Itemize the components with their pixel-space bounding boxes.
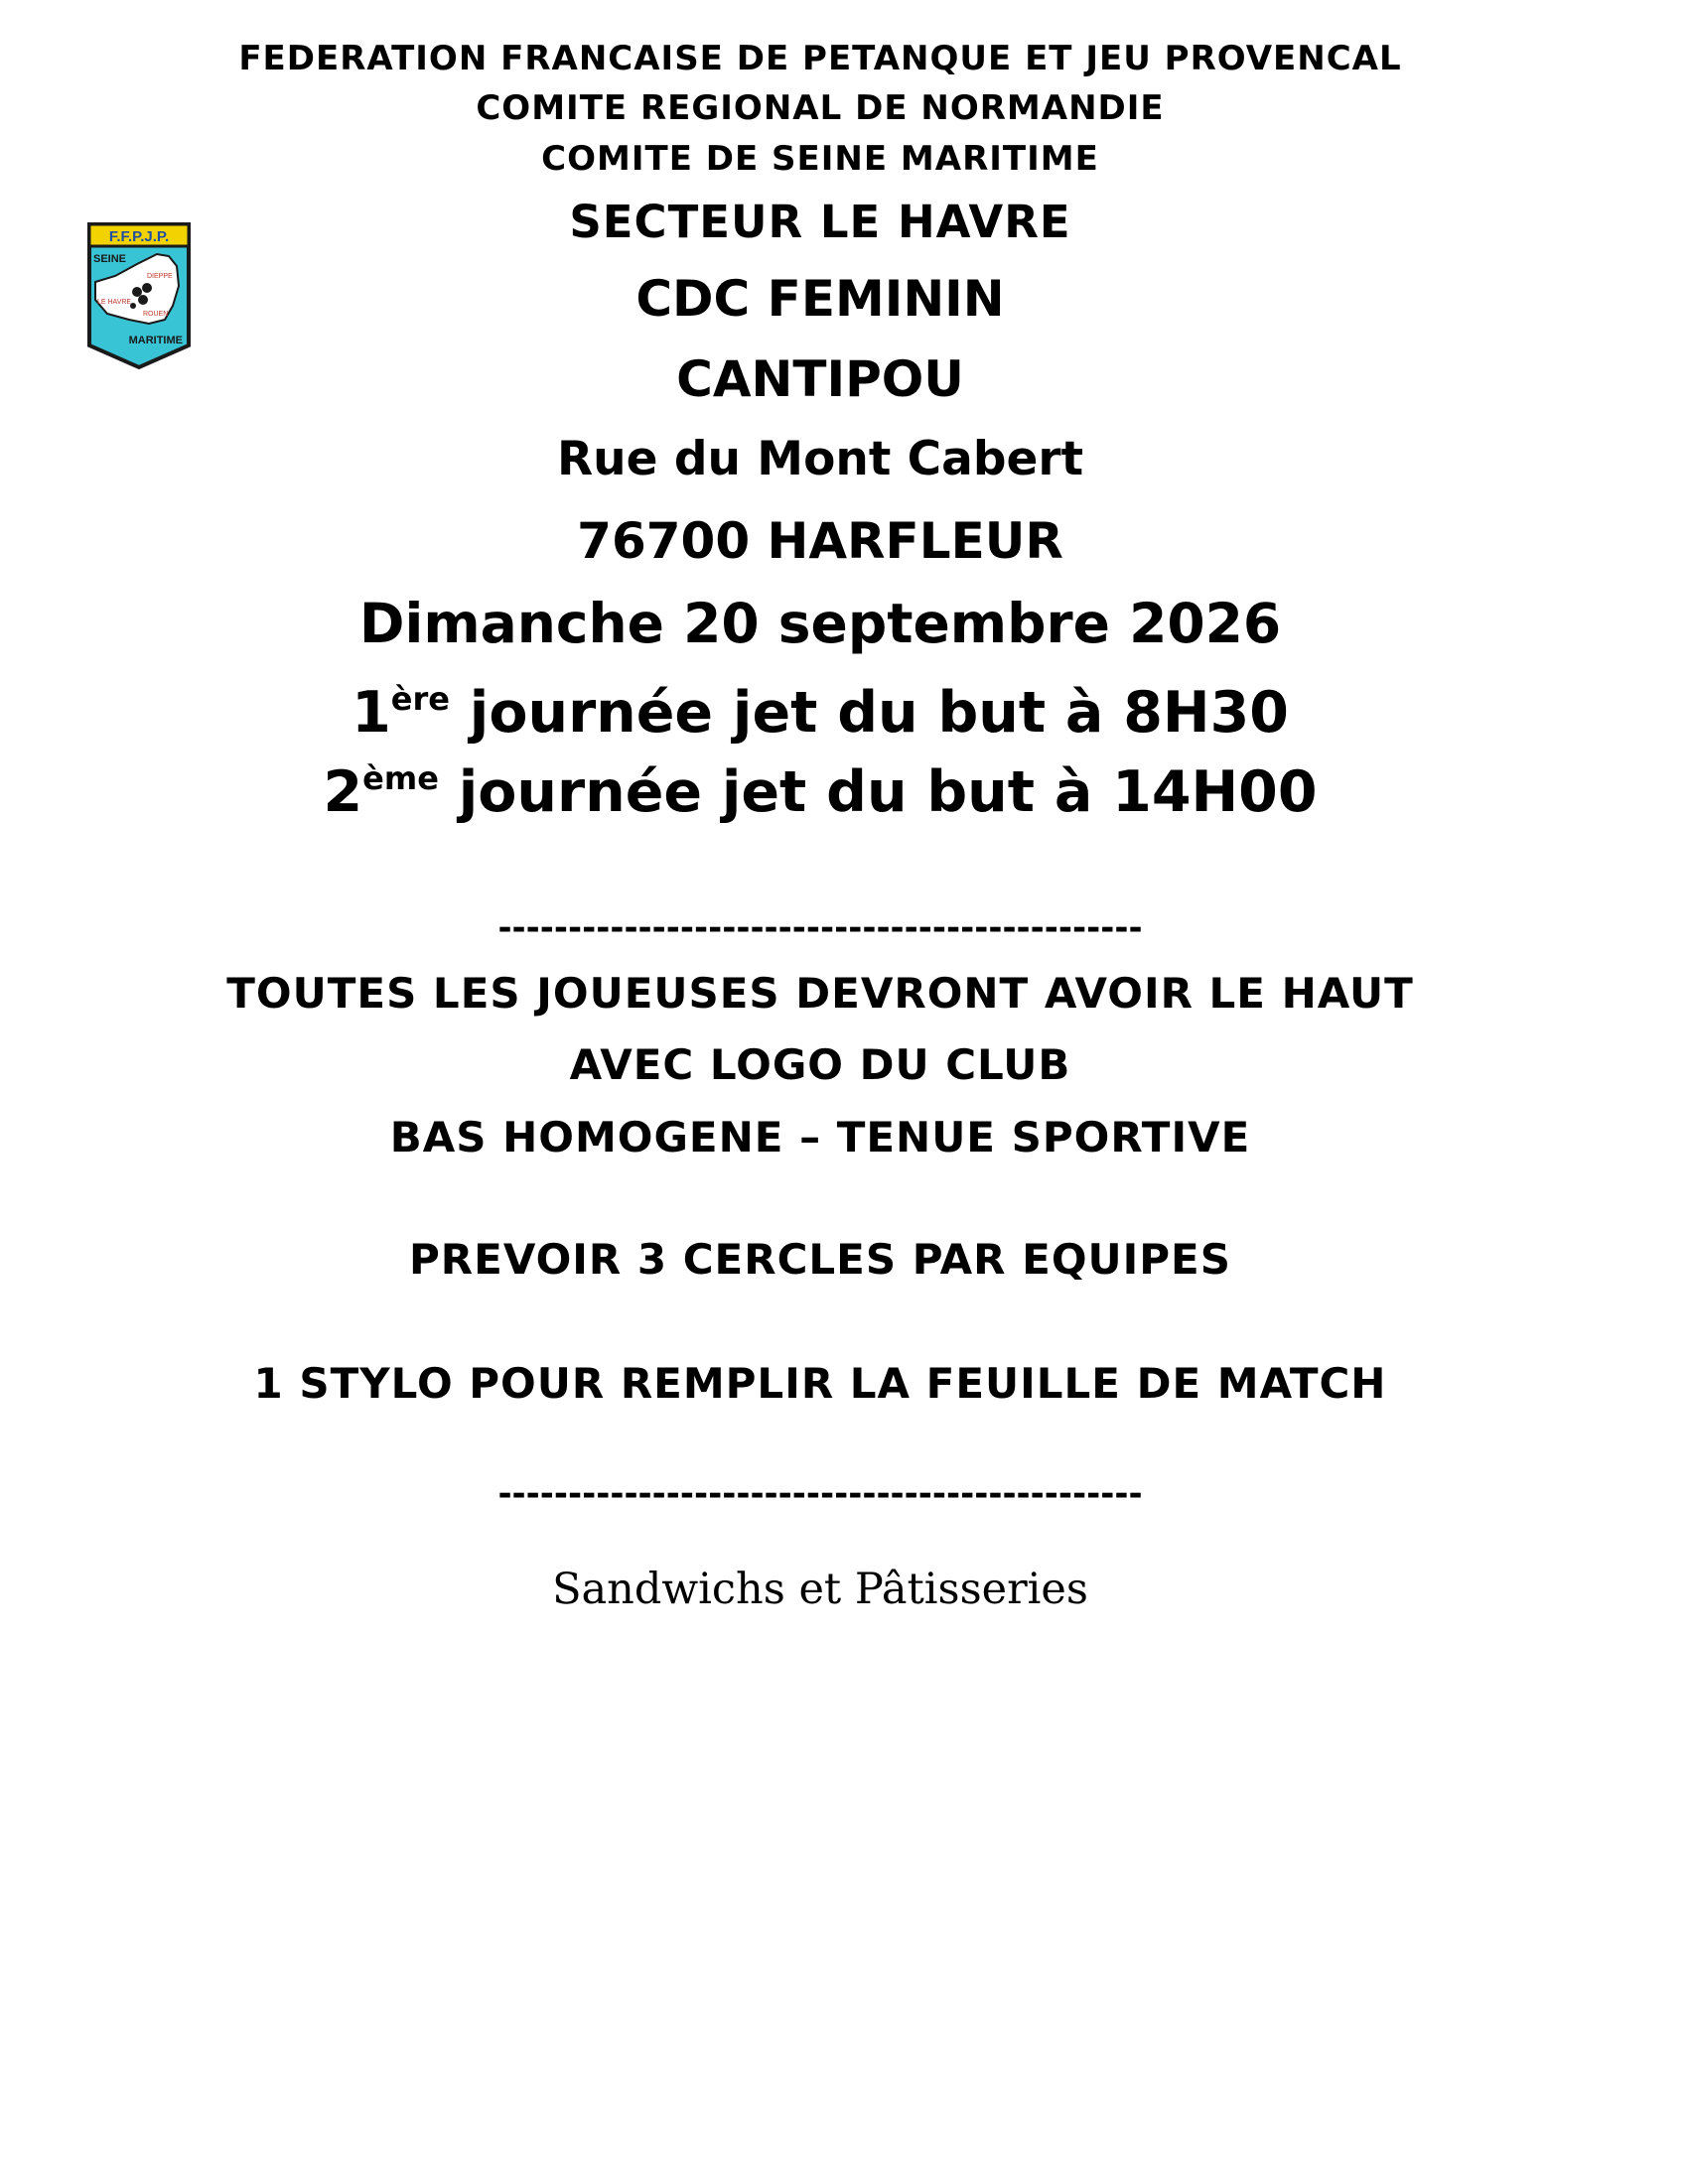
separator-top: ----------------------------------------------: [497, 908, 1143, 948]
logo-ffpjp-text: F.F.P.J.P.: [108, 228, 170, 245]
day1-text: journée jet du but à 8H30: [449, 680, 1289, 746]
rule-pen: 1 STYLO POUR REMPLIR LA FEUILLE DE MATCH: [253, 1359, 1387, 1408]
rule-outfit-top: TOUTES LES JOUEUSES DEVRONT AVOIR LE HAUT: [226, 969, 1414, 1018]
day1-number: 1: [352, 680, 391, 746]
departmental-committee: COMITE DE SEINE MARITIME: [541, 139, 1099, 179]
rule-outfit-bottom: BAS HOMOGENE – TENUE SPORTIVE: [389, 1113, 1251, 1161]
day2-text: journée jet du but à 14H00: [438, 759, 1318, 825]
separator-bottom: ----------------------------------------------: [497, 1474, 1143, 1514]
venue-city: 76700 HARFLEUR: [577, 512, 1063, 570]
logo-le-havre-text: LE HAVRE: [97, 299, 132, 306]
day1-schedule: [0, 680, 1640, 746]
day1-ordinal: ère: [390, 680, 450, 718]
federation-title: FEDERATION FRANCAISE DE PETANQUE ET JEU PROVENCAL: [238, 39, 1402, 78]
logo-seine-text: SEINE: [93, 253, 127, 265]
logo-rouen-text: ROUEN: [143, 311, 169, 318]
competition-name: CDC FEMININ: [635, 270, 1005, 328]
venue-name: CANTIPOU: [676, 350, 964, 408]
day2-schedule: [0, 759, 1640, 825]
food-note: Sandwichs et Pâtisseries: [552, 1565, 1088, 1614]
logo-dieppe-text: DIEPPE: [147, 273, 173, 280]
event-date: Dimanche 20 septembre 2026: [358, 592, 1282, 655]
day2-ordinal: ème: [362, 759, 439, 797]
logo-maritime-text: MARITIME: [128, 335, 183, 346]
regional-committee: COMITE REGIONAL DE NORMANDIE: [476, 88, 1165, 128]
rule-circles: PREVOIR 3 CERCLES PAR EQUIPES: [409, 1235, 1231, 1284]
day2-number: 2: [323, 759, 363, 825]
sector-name: SECTEUR LE HAVRE: [569, 196, 1071, 248]
venue-street: Rue du Mont Cabert: [556, 432, 1084, 486]
rule-club-logo: AVEC LOGO DU CLUB: [569, 1040, 1071, 1089]
